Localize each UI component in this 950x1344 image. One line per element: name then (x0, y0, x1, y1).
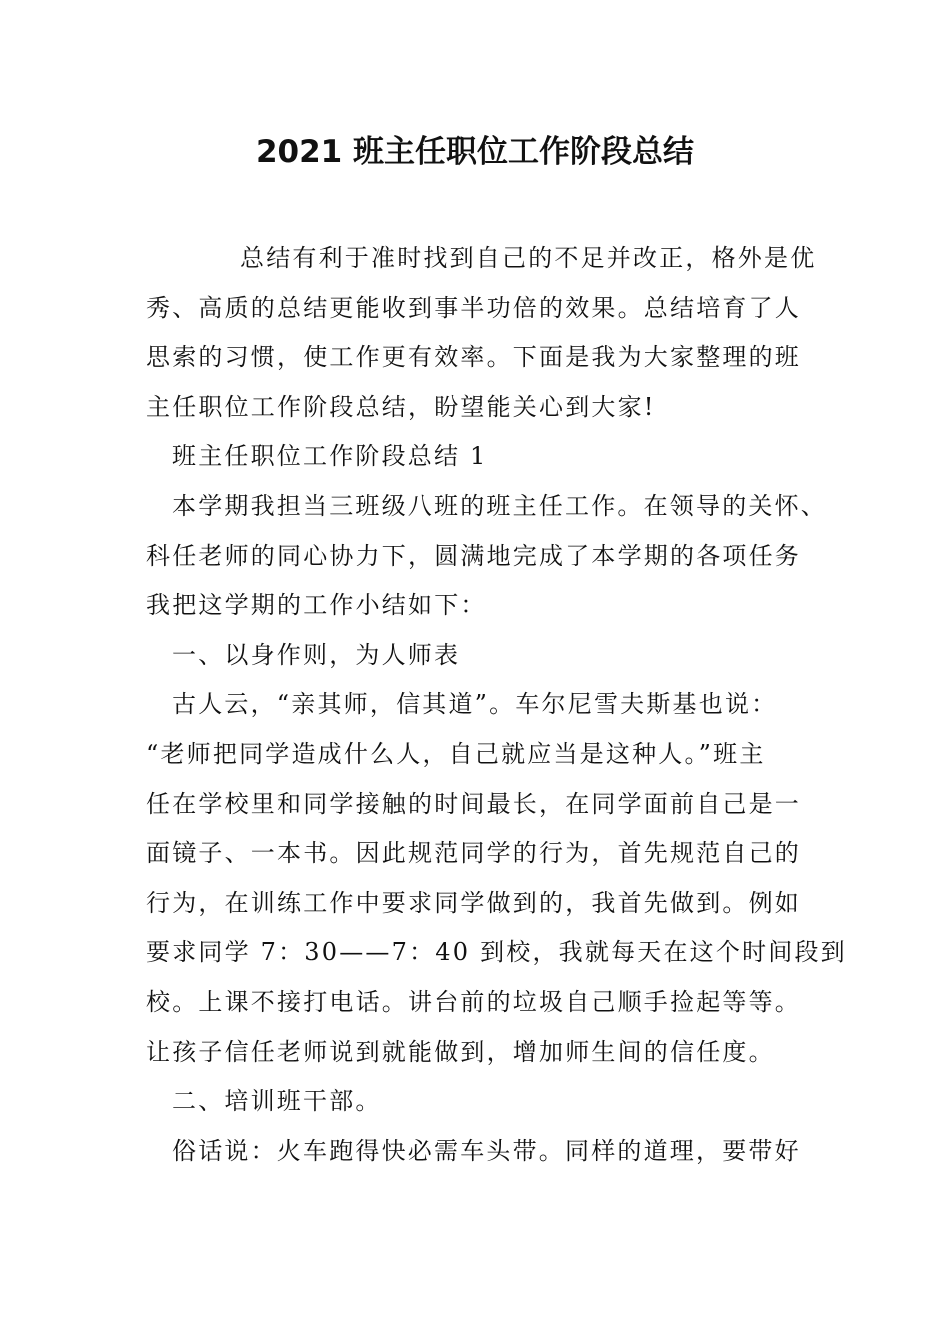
paragraph-line: 俗话说：火车跑得快必需车头带。同样的道理，要带好 (172, 1136, 801, 1165)
paragraph-line: 古人云，“亲其师，信其道”。车尔尼雪夫斯基也说： (172, 690, 778, 719)
paragraph-line: 秀、高质的总结更能收到事半功倍的效果。总结培育了人 (146, 293, 801, 322)
paragraph-line: 任在学校里和同学接触的时间最长，在同学面前自己是一 (146, 789, 801, 818)
paragraph-line: 行为，在训练工作中要求同学做到的，我首先做到。例如 (146, 888, 801, 917)
paragraph-line: 我把这学期的工作小结如下： (146, 591, 487, 620)
paragraph-line: 总结有利于准时找到自己的不足并改正，格外是优 (240, 244, 817, 272)
paragraph-line: 面镜子、一本书。因此规范同学的行为，首先规范自己的 (146, 839, 801, 868)
paragraph-line: 思索的习惯，使工作更有效率。下面是我为大家整理的班 (146, 343, 801, 372)
document-body (146, 238, 847, 1180)
paragraph-line: 本学期我担当三班级八班的班主任工作。在领导的关怀、 (172, 491, 827, 520)
document-title: 2021 班主任职位工作阶段总结 (255, 134, 695, 170)
section-heading: 一、以身作则，为人师表 (172, 640, 461, 669)
paragraph-line: 主任职位工作阶段总结，盼望能关心到大家! (146, 392, 656, 421)
paragraph-line: 要求同学 7：30——7：40 到校，我就每天在这个时间段到 (146, 938, 847, 967)
paragraph-line: 让孩子信任老师说到就能做到，增加师生间的信任度。 (146, 1037, 775, 1066)
section-heading: 二、培训班干部。 (172, 1087, 382, 1116)
paragraph-line: 科任老师的同心协力下，圆满地完成了本学期的各项任务 (146, 541, 801, 570)
paragraph-line: “老师把同学造成什么人，自己就应当是这种人。”班主 (146, 739, 766, 768)
paragraph-line: 校。上课不接打电话。讲台前的垃圾自己顺手捡起等等。 (146, 987, 801, 1016)
section-heading: 班主任职位工作阶段总结 1 (172, 442, 488, 471)
